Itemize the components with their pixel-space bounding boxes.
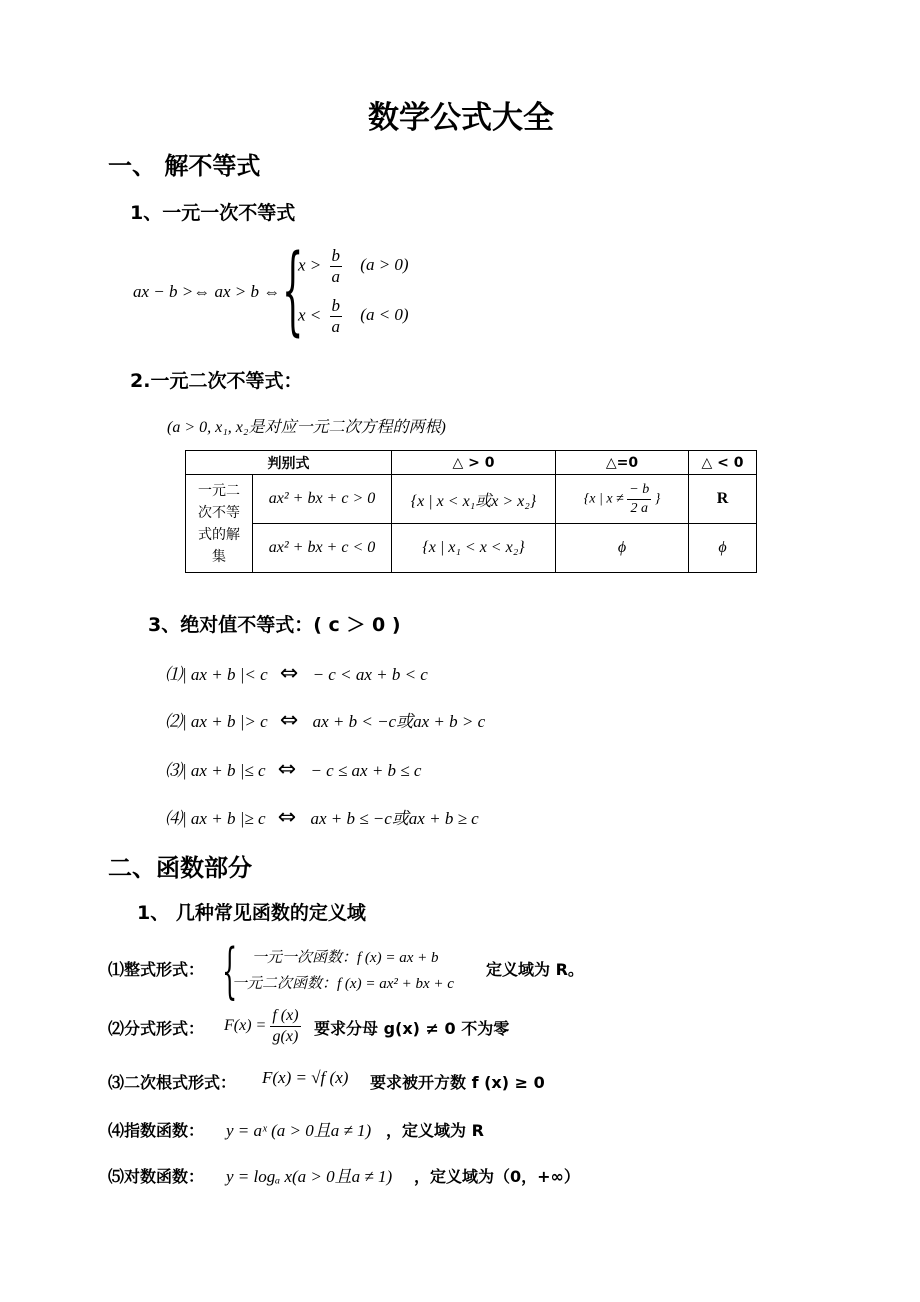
equivalence-arrow-icon: ⇔ <box>277 805 297 830</box>
left-brace: { <box>282 234 304 346</box>
equivalence-arrow-icon: ⇔ <box>277 757 297 782</box>
cell-lt-positive: {x | x₁ < x < x₂} <box>392 524 556 573</box>
case-1-lhs: x > <box>298 255 322 275</box>
section-heading-2: 二、函数部分 <box>108 854 252 882</box>
domain-item-2-tail: 要求分母 g(x) ≠ 0 不为零 <box>314 1019 510 1038</box>
equivalence-arrow-icon: ⇔ <box>279 708 299 733</box>
domain-item-3-tail: 要求被开方数 f (x) ≥ 0 <box>370 1073 545 1092</box>
section-heading-1: 一、 解不等式 <box>108 152 261 180</box>
row-label <box>186 475 253 573</box>
table-row <box>186 475 757 524</box>
abs-item-4-rhs: ax + b ≤ −c或ax + b ≥ c <box>310 809 479 828</box>
subsection-heading-2-1: 1、 几种常见函数的定义域 <box>137 902 366 924</box>
subsection-heading-1-3: 3、绝对值不等式：( c ＞ 0 ) <box>148 614 401 636</box>
subsection-heading-1-1: 1、一元一次不等式 <box>130 202 296 224</box>
case-2-condition: (a < 0) <box>360 305 409 325</box>
domain-item-2-label: ⑵分式形式： <box>108 1019 205 1038</box>
domain-item-2-numerator: f (x) <box>270 1006 300 1027</box>
abs-item-4 <box>165 804 479 830</box>
case-1 <box>298 246 409 287</box>
cell-gt-zero-set: {x | x ≠ <box>583 491 624 507</box>
abs-item-2 <box>165 707 485 733</box>
domain-item-4-formula: y = aˣ (a > 0且a ≠ 1) <box>226 1121 372 1140</box>
cell-gt-negative: R <box>689 475 757 524</box>
cell-gt-zero-close: } <box>654 491 661 507</box>
case-2 <box>298 296 409 337</box>
cell-lt-zero: ϕ <box>556 524 689 573</box>
abs-item-1-rhs: − c < ax + b < c <box>312 665 428 684</box>
cell-lt-negative: ϕ <box>689 524 757 573</box>
cell-ineq-gt: ax² + bx + c > 0 <box>253 475 392 524</box>
header-discriminant: 判别式 <box>186 451 392 475</box>
abs-item-2-rhs: ax + b < −c或ax + b > c <box>312 712 486 731</box>
header-positive: △ > 0 <box>392 451 556 475</box>
case-2-numerator: b <box>331 296 341 315</box>
domain-item-1-line-1: 一元一次函数：f (x) = ax + b <box>252 950 439 966</box>
cell-gt-positive: {x | x < x₁或x > x₂} <box>392 475 556 524</box>
left-brace: { <box>222 936 238 1006</box>
cell-gt-zero-denominator: 2 a <box>630 500 648 516</box>
linear-inequality-lhs: ax − b >⇔ ax > b ⇔ <box>133 282 281 301</box>
domain-item-5-label: ⑸对数函数： <box>108 1167 205 1186</box>
case-1-condition: (a > 0) <box>360 255 409 275</box>
row-label-line: 次不等 <box>198 504 240 521</box>
cell-gt-zero-fraction <box>627 481 651 518</box>
quadratic-solution-table <box>185 450 757 573</box>
domain-item-5-tail: ，定义域为（0，+∞） <box>414 1167 580 1186</box>
domain-item-2-lhs: F(x) = <box>224 1017 267 1035</box>
case-2-denominator: a <box>331 317 341 336</box>
domain-item-3-formula: F(x) = √f (x) <box>262 1068 349 1087</box>
equivalence-arrow-icon: ⇔ <box>279 661 299 686</box>
abs-item-2-lhs: ⑵| ax + b |> c <box>165 712 268 731</box>
domain-item-4-tail: ，定义域为 R <box>386 1121 484 1140</box>
cell-gt-zero <box>556 475 689 524</box>
case-2-fraction <box>330 296 343 337</box>
abs-item-3-rhs: − c ≤ ax + b ≤ c <box>310 761 422 780</box>
row-label-line: 式的解 <box>198 526 240 543</box>
case-1-fraction <box>330 246 343 287</box>
domain-item-1-tail: 定义域为 R。 <box>486 960 584 979</box>
domain-item-2-denominator: g(x) <box>272 1028 299 1045</box>
cell-gt-zero-numerator: − b <box>627 481 651 500</box>
case-1-denominator: a <box>331 267 341 286</box>
case-2-lhs: x < <box>298 305 322 325</box>
header-zero: △=0 <box>556 451 689 475</box>
page-title: 数学公式大全 <box>368 100 554 136</box>
abs-item-3-lhs: ⑶| ax + b |≤ c <box>165 761 266 780</box>
row-label-line: 一元二 <box>198 482 240 499</box>
cell-ineq-lt: ax² + bx + c < 0 <box>253 524 392 573</box>
table-header-row <box>186 451 757 475</box>
abs-item-1-lhs: ⑴| ax + b |< c <box>165 665 268 684</box>
header-negative: △ < 0 <box>689 451 757 475</box>
subsection-heading-1-2: 2.一元二次不等式： <box>130 370 303 392</box>
quadratic-note: (a > 0, x₁, x₂是对应一元二次方程的两根) <box>167 419 446 436</box>
row-label-line: 集 <box>212 548 226 565</box>
abs-item-4-lhs: ⑷| ax + b |≥ c <box>165 809 266 828</box>
domain-item-1-line-2: 一元二次函数：f (x) = ax² + bx + c <box>232 976 454 992</box>
case-1-numerator: b <box>331 246 341 265</box>
domain-item-5-formula: y = logₐ x(a > 0且a ≠ 1) <box>226 1167 393 1186</box>
domain-item-2-fraction <box>270 1006 300 1047</box>
abs-item-3 <box>165 756 421 782</box>
abs-item-1 <box>165 660 428 686</box>
domain-item-4-label: ⑷指数函数： <box>108 1121 205 1140</box>
domain-item-3-label: ⑶二次根式形式： <box>108 1073 237 1092</box>
domain-item-1-label: ⑴整式形式： <box>108 960 205 979</box>
table-row <box>186 524 757 573</box>
domain-item-2-formula <box>224 1006 301 1047</box>
